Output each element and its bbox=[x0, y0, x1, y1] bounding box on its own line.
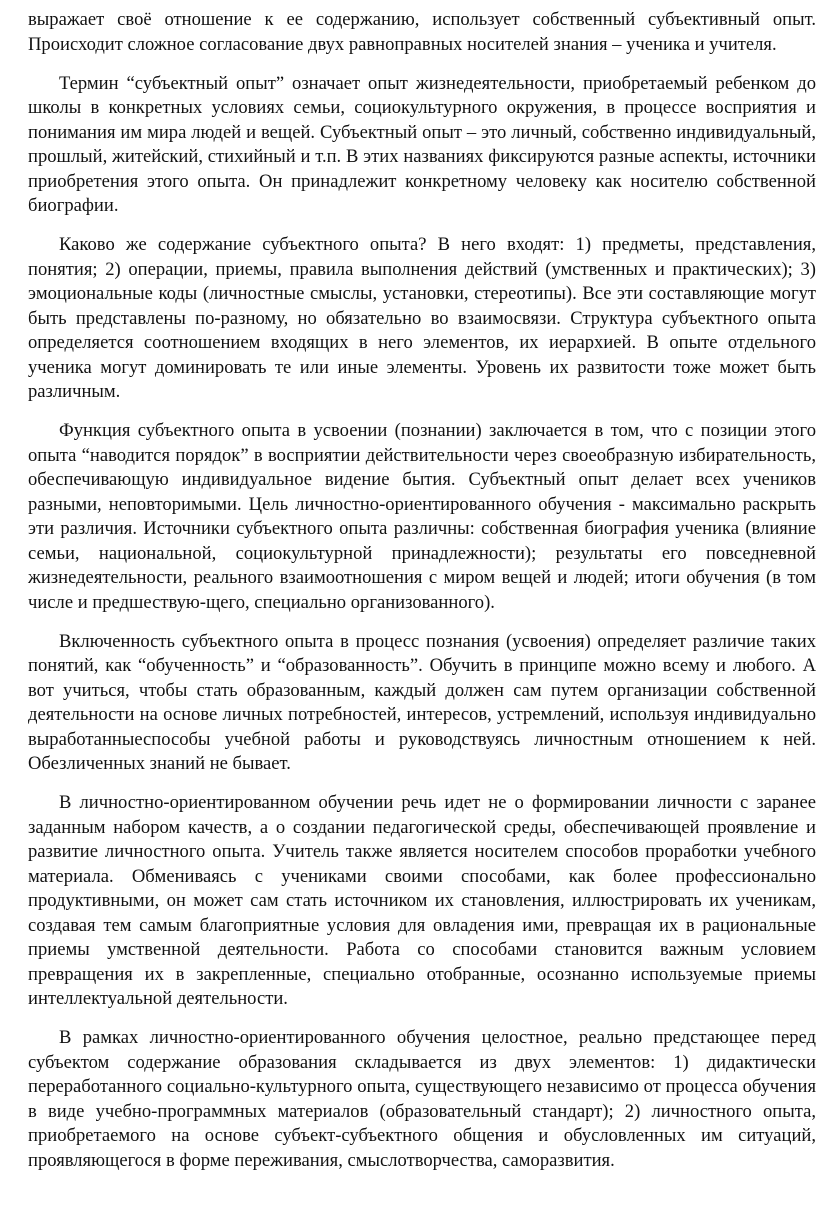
paragraph-experience-function: Функция субъектного опыта в усвоении (познании) заключается в том, что с позиции этого опыта “наводится порядок” в восприятии действительности через своеобразную избирательность, обеспечивающую индивидуальное видение бытия. Субъектный опыт делает всех учеников разными, неповторимыми. Цель личностно-ориентированного обучения - максимально раскрыть эти различия. Источники субъектного опыта различны: собственная биография ученика (влияние семьи, национальной, социокультурной принадлежности); результаты его повседневной жизнедеятельности, реального взаимоотношения с миром вещей и людей; итоги обучения (в том числе и предшествую-щего, специально организованного). bbox=[28, 420, 816, 613]
paragraph-personality-oriented-learning: В личностно-ориентированном обучении речь идет не о формировании личности с заранее заданным набором качеств, а о создании педагогической среды, обеспечивающей проявление и развитие личностного опыта. Учитель также является носителем способов проработки учебного материала. Обмениваясь с учениками своими способами, как более профессионально продуктивными, он может сам стать источником их становления, иллюстрировать их ученикам, создавая тем самым благоприятные условия для овладения ими, превращая их в рациональные приемы умственной деятельности. Работа со способами становится важным условием превращения их в закрепленные, специально отобранные, осознанно используемые приемы интеллектуальной деятельности. bbox=[28, 792, 816, 1009]
paragraph-learning-vs-education: Включенность субъектного опыта в процесс познания (усвоения) определяет различие таких понятий, как “обученность” и “образованность”. Обучить в принципе можно всему и любого. А вот учиться, чтобы стать образованным, каждый должен сам путем организации собственной деятельности на основе личных потребностей, интересов, устремлений, используя индивидуально выработанныеспособы учебной работы и руководствуясь личностным отношением к ней. Обезличенных знаний не бывает. bbox=[28, 630, 816, 774]
paragraph-experience-content: Каково же содержание субъектного опыта? В него входят: 1) предметы, представления, понятия; 2) операции, приемы, правила выполнения действий (умственных и практических); 3) эмоциональные коды (личностные смыслы, установки, стереотипы). Все эти составляющие могут быть представлены по-разному, но обязательно во взаимосвязи. Структура субъектного опыта определяется соотношением входящих в него элементов, их иерархией. В опыте отдельного ученика могут доминировать те или иные элементы. Уровень их развитости тоже может быть различным. bbox=[28, 234, 816, 402]
paragraph-education-content: В рамках личностно-ориентированного обучения целостное, реально предстающее перед субъектом содержание образования складывается из двух элементов: 1) дидактически переработанного социально-культурного опыта, существующего независимо от процесса обучения в виде учебно-программных материалов (образовательный стандарт); 2) личностного опыта, приобретаемого на основе субъект-субъектного общения и обусловленных им ситуаций, проявляющегося в форме переживания, смыслотворчества, саморазвития. bbox=[28, 1027, 816, 1171]
document-page bbox=[28, 8, 816, 1188]
paragraph-subject-experience-term: Термин “субъектный опыт” означает опыт жизнедеятельности, приобретаемый ребенком до школы в конкретных условиях семьи, социокультурного окружения, в процессе восприятия и понимания им мира людей и вещей. Субъектный опыт – это личный, собственно индивидуальный, прошлый, житейский, стихийный и т.п. В этих названиях фиксируются разные аспекты, источники приобретения этого опыта. Он принадлежит конкретному человеку как носителю собственной биографии. bbox=[28, 72, 816, 216]
paragraph-continuation: выражает своё отношение к ее содержанию, использует собственный субъективный опыт. Происходит сложное согласование двух равноправных носителей знания – ученика и учителя. bbox=[28, 9, 816, 55]
